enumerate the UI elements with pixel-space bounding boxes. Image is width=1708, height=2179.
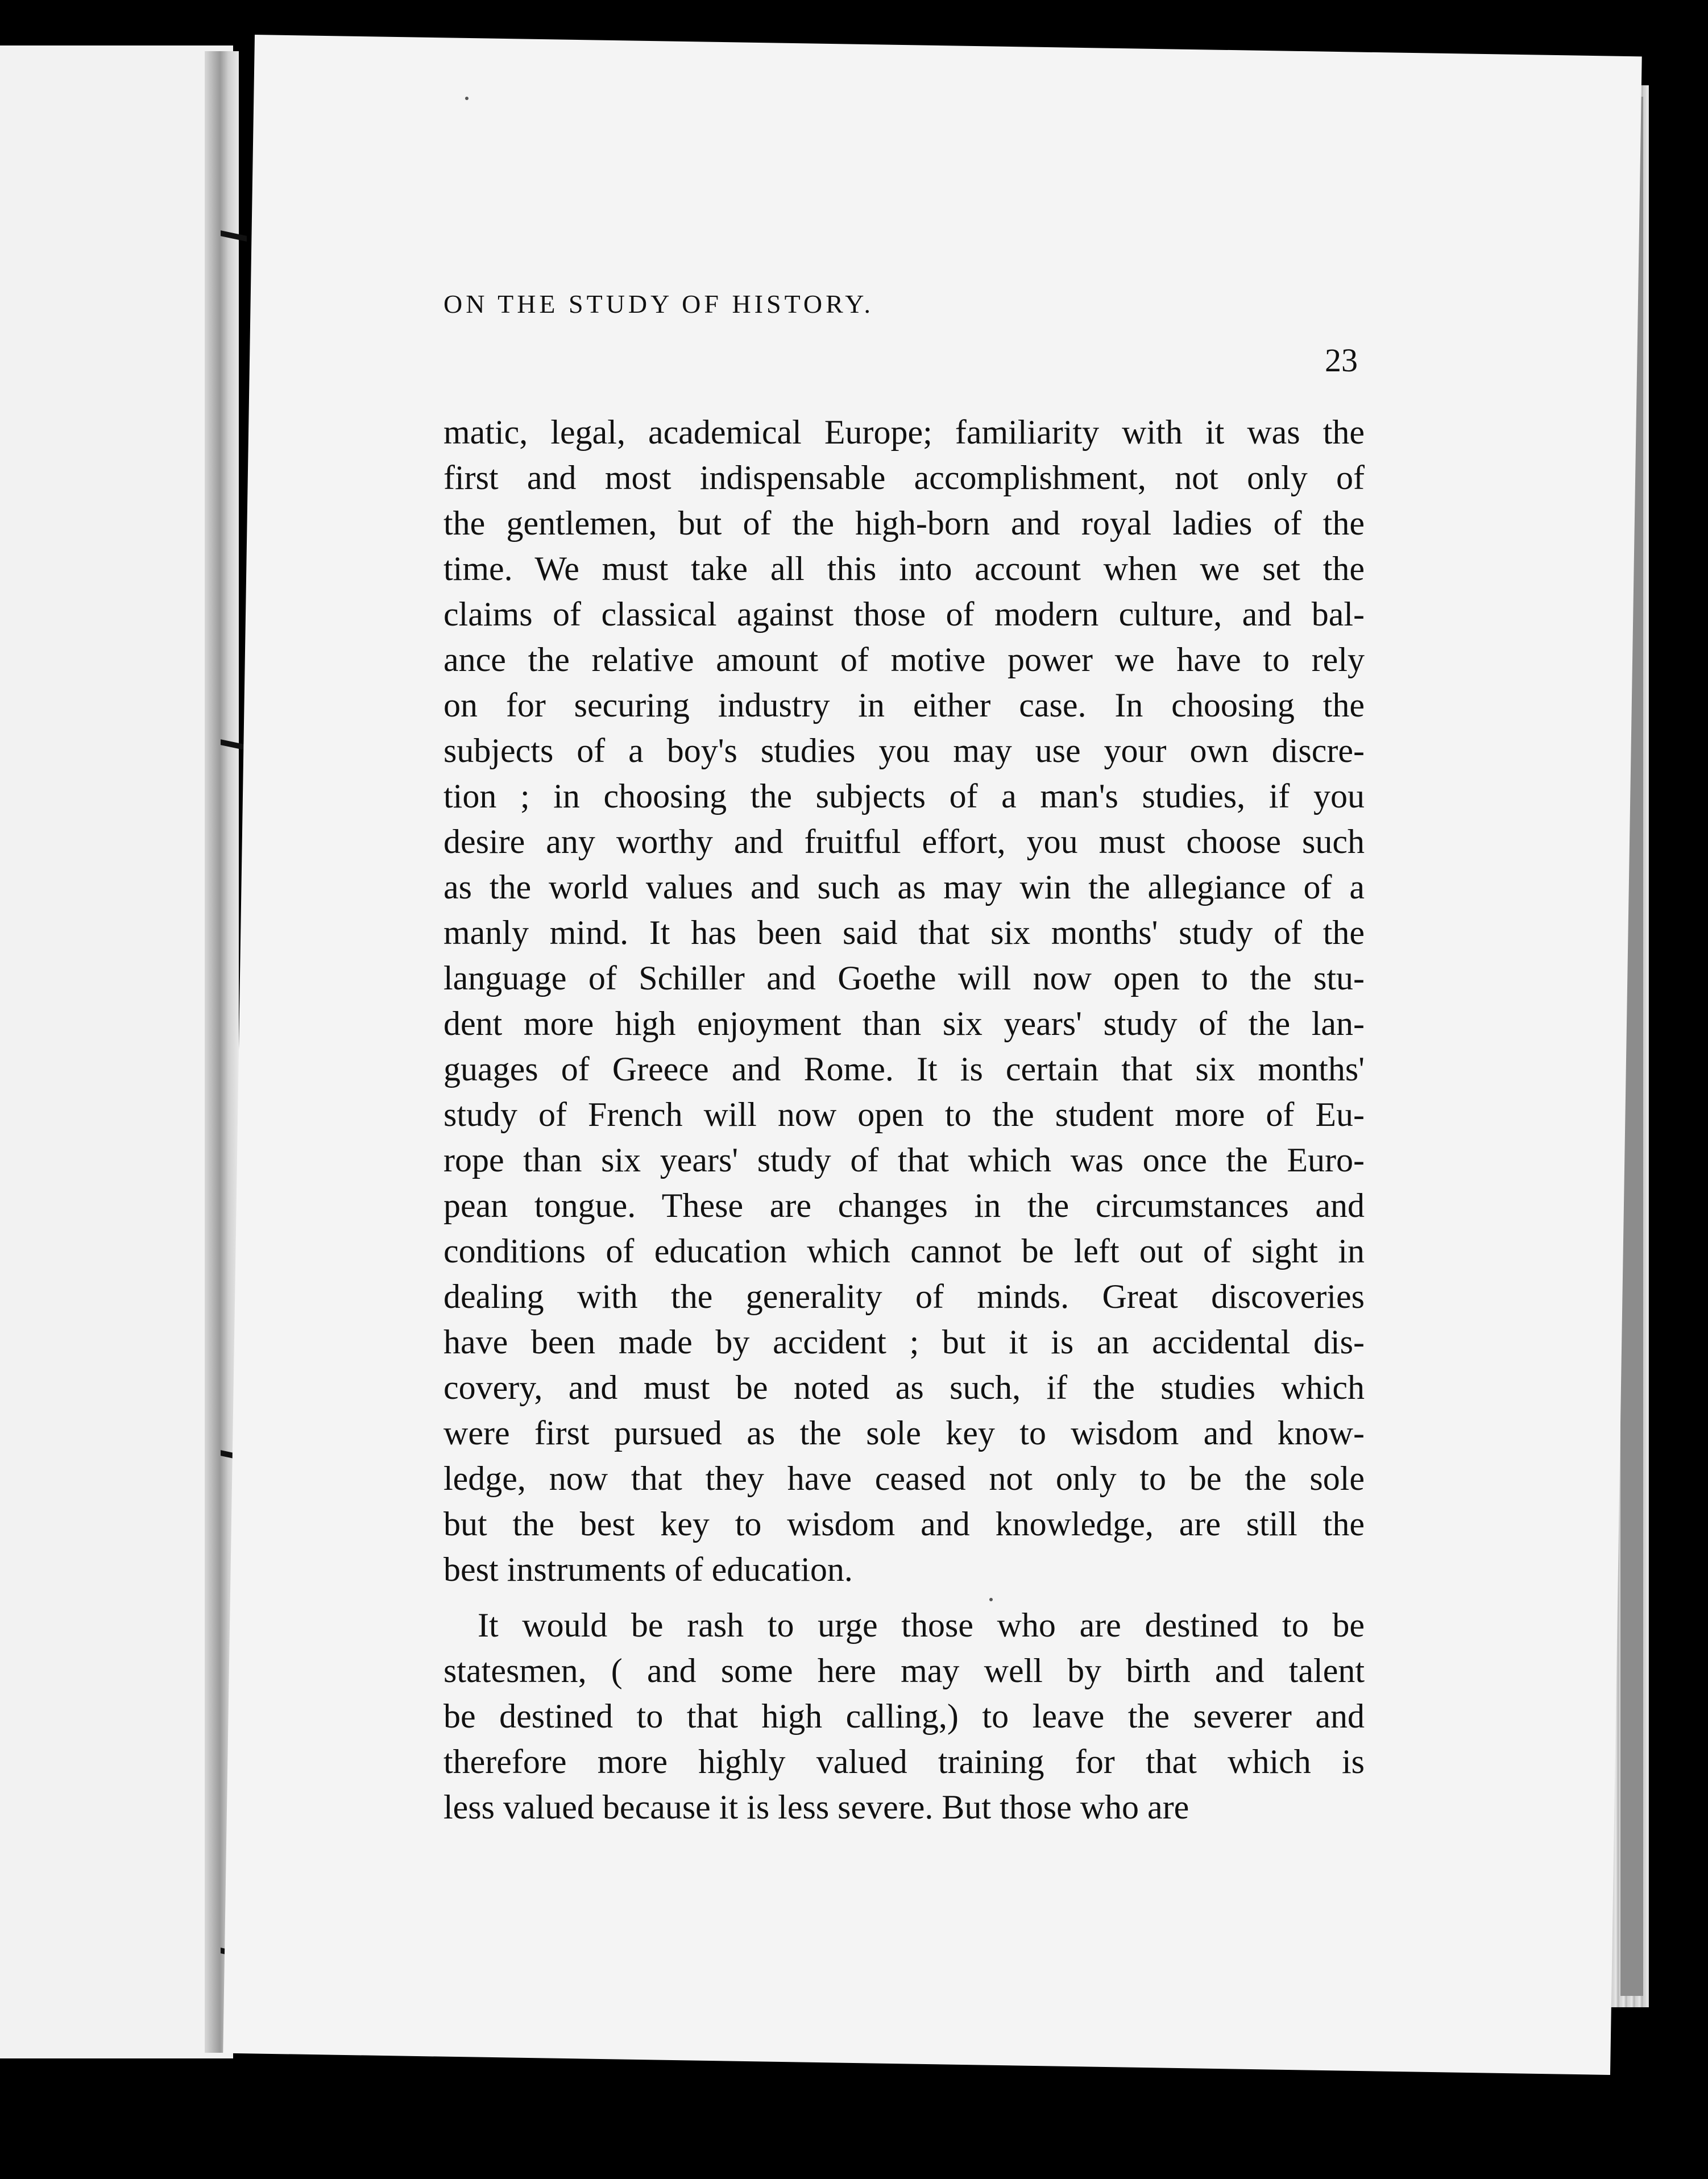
text-line: have been made by accident ; but it is an accidental dis- [443,1323,1365,1361]
text-line: subjects of a boy's studies you may use your own discre- [443,732,1365,769]
text-line: best instruments of education. [443,1551,853,1588]
text-line: language of Schiller and Goethe will now open to the stu- [443,959,1365,997]
text-line: but the best key to wisdom and knowledge, are still the [443,1505,1365,1543]
text-line: ance the relative amount of motive power we have to rely [443,641,1365,678]
text-line: tion ; in choosing the subjects of a man's studies, if you [443,777,1365,815]
paragraph-gap [443,1592,1365,1602]
text-line: covery, and must be noted as such, if the studies which [443,1369,1365,1406]
text-line: conditions of education which cannot be left out of sight in [443,1232,1365,1270]
text-line: less valued because it is less severe. But those who are [443,1788,1189,1826]
text-line: dealing with the generality of minds. Great discoveries [443,1278,1365,1315]
previous-page-edge [0,45,233,2058]
text-line: dent more high enjoyment than six years' study of the lan- [443,1005,1365,1042]
text-line: time. We must take all this into account when we set the [443,550,1365,587]
text-line: desire any worthy and fruitful effort, you must choose such [443,823,1365,860]
paragraph [443,1602,1365,1830]
text-line: rope than six years' study of that which was once the Euro- [443,1141,1365,1179]
text-line: ledge, now that they have ceased not only to be the sole [443,1460,1365,1497]
page-number: 23 [1325,342,1358,379]
text-line: pean tongue. These are changes in the circumstances and [443,1187,1365,1224]
text-line: statesmen, ( and some here may well by birth and talent [443,1652,1365,1689]
text-line: manly mind. It has been said that six months' study of the [443,914,1365,951]
text-line: on for securing industry in either case. In choosing the [443,686,1365,724]
text-line: the gentlemen, but of the high-born and royal ladies of the [443,504,1365,542]
text-line: as the world values and such as may win the allegiance of a [443,868,1365,906]
paragraph [443,409,1365,1592]
running-head: ON THE STUDY OF HISTORY. [443,289,874,318]
ink-speck [465,97,469,100]
text-line: were first pursued as the sole key to wisdom and know- [443,1414,1365,1452]
body-text [443,409,1365,1830]
text-line: claims of classical against those of modern culture, and bal- [443,595,1365,633]
text-line: guages of Greece and Rome. It is certain that six months' [443,1050,1365,1088]
ink-speck [989,1598,993,1601]
text-line: It would be rash to urge those who are destined to be [478,1606,1365,1644]
text-line: be destined to that high calling,) to leave the severer and [443,1697,1365,1735]
text-line: matic, legal, academical Europe; familiarity with it was the [443,413,1365,451]
text-line: first and most indispensable accomplishment, not only of [443,459,1365,496]
text-line: therefore more highly valued training for that which is [443,1743,1365,1780]
text-line: study of French will now open to the student more of Eu- [443,1096,1365,1133]
